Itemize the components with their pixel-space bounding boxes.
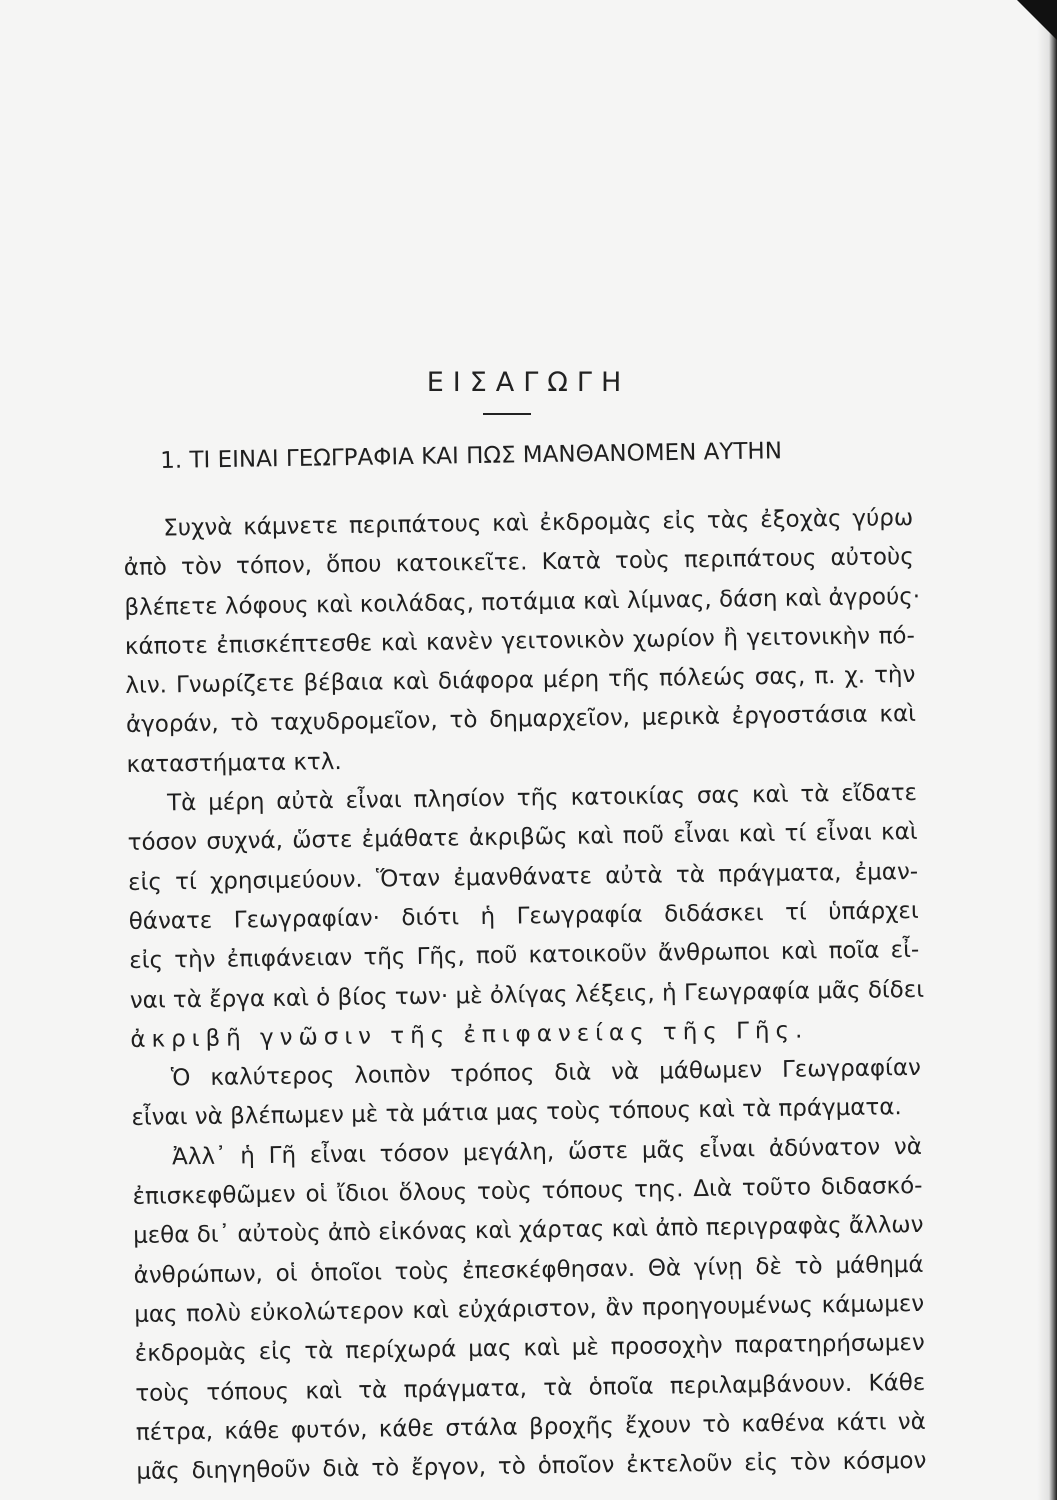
text-line: εἰς τὴν ἐπιφάνειαν τῆς Γῆς, ποῦ κατοικοῦν ἄνθρωποι καὶ ποῖα εἶ-	[129, 937, 920, 975]
text-line: Τὰ μέρη αὐτὰ εἶναι πλησίον τῆς κατοικίας σας καὶ τὰ εἴδατε	[166, 780, 918, 817]
text-line: κάποτε ἐπισκέπτεσθε καὶ κανὲν γειτονικὸν χωρίον ἢ γειτονικὴν πό-	[124, 622, 916, 660]
section-title: ΕΙΣΑΓΩΓΗ	[426, 367, 631, 398]
paragraph-1	[123, 499, 921, 785]
text-line: εἶναι νὰ βλέπωμεν μὲ τὰ μάτια μας τοὺς τόπους καὶ τὰ πράγματα.	[131, 1094, 902, 1132]
text-line: λιν. Γνωρίζετε βέβαια καὶ διάφορα μέρη τῆς πόλεώς σας, π. χ. τὴν	[125, 662, 916, 700]
title-underline	[483, 413, 531, 415]
text-line: μεθα δι᾽ αὐτοὺς ἀπὸ εἰκόνας καὶ χάρτας καὶ ἀπὸ περιγραφὰς ἄλλων	[132, 1212, 924, 1250]
text-line: τόσον συχνά, ὥστε ἐμάθατε ἀκριβῶς καὶ ποῦ εἶναι καὶ τί εἶναι καὶ	[127, 819, 918, 857]
text-line: μας πολὺ εὐκολώτερον καὶ εὐχάριστον, ἂν προηγουμένως κάμωμεν	[134, 1290, 925, 1328]
page-edge-shadow	[1037, 0, 1057, 1500]
paragraph-4	[132, 1128, 927, 1493]
text-line: εἰς τί χρησιμεύουν. Ὅταν ἐμανθάνατε αὐτὰ τὰ πράγματα, ἐμαν-	[128, 858, 919, 896]
chapter-heading: 1. ΤΙ ΕΙΝΑΙ ΓΕΩΓΡΑΦΙΑ ΚΑΙ ΠΩΣ ΜΑΝΘΑΝΟΜΕΝ ΑΥΤΗΝ	[160, 438, 783, 474]
text-line: ἐκδρομὰς εἰς τὰ περίχωρά μας καὶ μὲ προσοχὴν παρατηρήσωμεν	[134, 1330, 925, 1368]
text-line: Ὁ καλύτερος λοιπὸν τρόπος διὰ νὰ μάθωμεν Γεωγραφίαν	[170, 1055, 922, 1092]
text-line: ναι τὰ ἔργα καὶ ὁ βίος των· μὲ ὀλίγας λέξεις, ἡ Γεωγραφία μᾶς δίδει	[129, 976, 925, 1014]
text-line: μᾶς διηγηθοῦν διὰ τὸ ἔργον, τὸ ὁποῖον ἐκτελοῦν εἰς τὸν κόσμον	[136, 1448, 927, 1486]
text-line: ἐπισκεφθῶμεν οἱ ἴδιοι ὅλους τοὺς τόπους της. Διὰ τοῦτο διδασκό-	[132, 1172, 923, 1210]
text-line: θάνατε Γεωγραφίαν· διότι ἡ Γεωγραφία διδάσκει τί ὑπάρχει	[128, 897, 919, 935]
text-line: τοὺς τόπους καὶ τὰ πράγματα, τὰ ὁποῖα περιλαμβάνουν. Κάθε	[135, 1369, 926, 1407]
text-line: βλέπετε λόφους καὶ κοιλάδας, ποτάμια καὶ λίμνας, δάση καὶ ἀγρούς·	[124, 583, 921, 621]
text-line: Συχνὰ κάμνετε περιπάτους καὶ ἐκδρομὰς εἰς τὰς ἐξοχὰς γύρω	[163, 504, 914, 542]
body-text	[123, 499, 927, 1492]
text-line: καταστήματα κτλ.	[126, 748, 342, 778]
text-line: ἀπὸ τὸν τόπον, ὅπου κατοικεῖτε. Κατὰ τοὺς περιπάτους αὐτοὺς	[123, 544, 914, 582]
paragraph-2	[127, 774, 925, 1060]
text-line: ἀνθρώπων, οἱ ὁποῖοι τοὺς ἐπεσκέφθησαν. Θὰ γίνῃ δὲ τὸ μάθημά	[133, 1251, 924, 1289]
text-line: ἀγοράν, τὸ ταχυδρομεῖον, τὸ δημαρχεῖον, μερικὰ ἐργοστάσια καὶ	[125, 701, 917, 739]
text-line: Ἀλλ᾽ ἡ Γῆ εἶναι τόσον μεγάλη, ὥστε μᾶς εἶναι ἀδύνατον νὰ	[171, 1133, 923, 1171]
text-line: πέτρα, κάθε φυτόν, κάθε στάλα βροχῆς ἔχουν τὸ καθένα κάτι νὰ	[135, 1408, 926, 1446]
paragraph-3	[131, 1049, 922, 1139]
text-line: ἀκριβῆ γνῶσιν τῆς ἐπιφανείας τῆς Γῆς.	[130, 1017, 809, 1053]
